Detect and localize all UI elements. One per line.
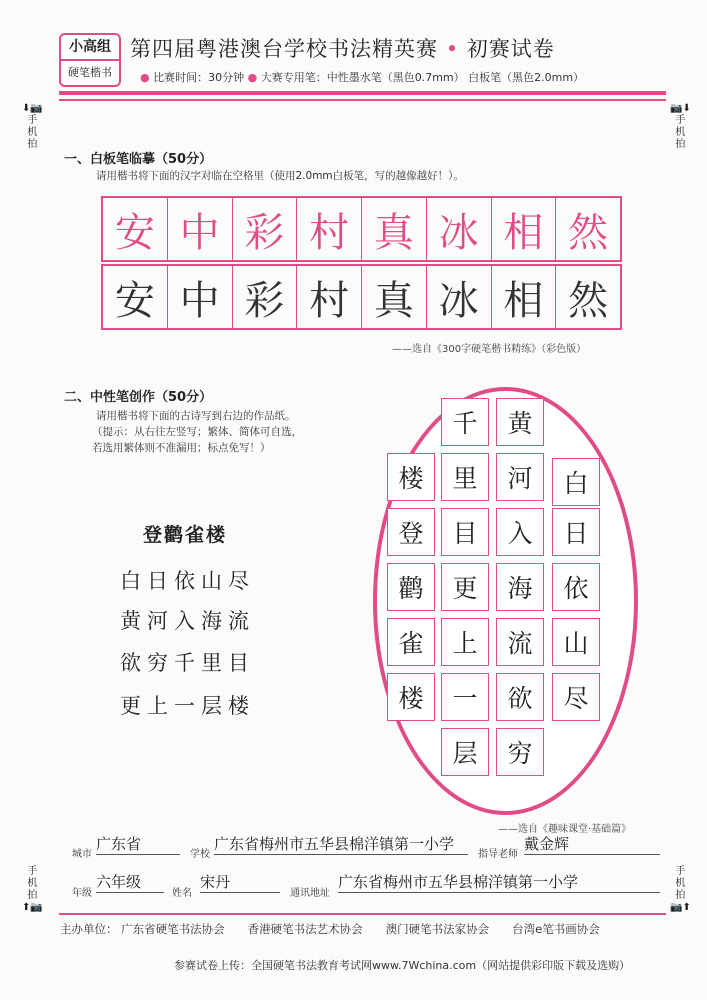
artwork-cell: 里 [441, 453, 489, 501]
artwork-cell: 层 [441, 728, 489, 776]
group-badge [59, 33, 121, 87]
artwork-cell: 上 [441, 618, 489, 666]
written-char: 真 [362, 266, 427, 328]
address-label: 通讯地址 [290, 888, 330, 899]
artwork-cell: 楼 [387, 673, 435, 721]
city-label: 城市 [72, 849, 92, 860]
poem-title: 登鹳雀楼 [143, 524, 228, 546]
written-char: 然 [568, 277, 609, 324]
model-char: 然 [568, 209, 609, 256]
artwork-cell: 登 [387, 508, 435, 556]
organizer-line: 主办单位： 广东省硬笔书法协会 香港硬笔书法艺术协会 澳门硬笔书法家协会 台湾e笔书画协会 [60, 922, 600, 936]
artwork-cell: 一 [441, 673, 489, 721]
teacher-label: 指导老师 [478, 849, 518, 860]
written-char: 冰 [427, 266, 492, 328]
section2-citation: ——选自《趣味课堂·基础篇》 [498, 824, 632, 835]
city-field[interactable]: 广东省 [96, 833, 180, 855]
poem-line: 更上一层楼 [120, 694, 255, 718]
teacher-field[interactable]: 戴金辉 [524, 833, 660, 855]
badge-category: 硬笔楷书 [68, 66, 112, 79]
phone-mark-bottom-left: 手 机 拍 ⬆📷 [22, 866, 43, 913]
section2-title: 二、中性笔创作（50分） [64, 390, 213, 405]
artwork-cell: 黄 [496, 398, 544, 446]
copy-chars-row [101, 264, 622, 330]
model-char: 冰 [427, 198, 492, 260]
footer-divider [59, 913, 666, 915]
name-field[interactable]: 宋丹 [200, 871, 280, 893]
contest-info: ● 比赛时间：30分钟 ● 大赛专用笔：中性墨水笔（黑色0.7mm） 白板笔（黑色2.0mm） [140, 71, 585, 84]
phone-mark-bottom-right: 手 机 拍 📷⬆ [670, 866, 691, 913]
written-char: 相 [492, 266, 557, 328]
arrow-camera-icon: ⬇📷 [22, 103, 43, 114]
artwork-cell: 穷 [496, 728, 544, 776]
model-char: 安 [103, 198, 168, 260]
poem-line: 黄河入海流 [120, 609, 255, 633]
artwork-cell: 海 [496, 563, 544, 611]
artwork-cell: 入 [496, 508, 544, 556]
time-text: 比赛时间：30分钟 [153, 71, 245, 84]
artwork-cell: 雀 [387, 618, 435, 666]
header-divider [59, 91, 666, 95]
grade-label: 年级 [72, 888, 92, 899]
phone-mark-top-left: ⬇📷 手 机 拍 [22, 103, 43, 150]
model-chars-row [101, 196, 622, 262]
pen-text: 大赛专用笔：中性墨水笔（黑色0.7mm） 白板笔（黑色2.0mm） [260, 71, 585, 84]
badge-group: 小高组 [61, 35, 119, 61]
section1-title: 一、白板笔临摹（50分） [64, 152, 213, 167]
grade-field[interactable]: 六年级 [96, 871, 164, 893]
camera-arrow-icon: 📷⬆ [670, 902, 691, 913]
artwork-cell: 依 [552, 563, 600, 611]
school-label: 学校 [190, 849, 210, 860]
camera-arrow-icon: 📷⬇ [670, 103, 691, 114]
artwork-cell: 欲 [496, 673, 544, 721]
name-label: 姓名 [172, 888, 192, 899]
poem-line: 白日依山尽 [120, 569, 255, 593]
phone-mark-top-right: 📷⬇ 手 机 拍 [670, 103, 691, 150]
section2-instruction-2: （提示：从右往左竖写；繁体、简体可自选， [92, 426, 302, 438]
school-field[interactable]: 广东省梅州市五华县棉洋镇第一小学 [214, 833, 468, 855]
artwork-cell: 日 [552, 508, 600, 556]
address-field[interactable]: 广东省梅州市五华县棉洋镇第一小学 [338, 871, 660, 893]
artwork-cell: 山 [552, 618, 600, 666]
upload-line: 参赛试卷上传：全国硬笔书法教育考试网www.7Wchina.com（网站提供彩印版下载及选购） [174, 959, 631, 972]
artwork-cell: 白 [552, 458, 600, 506]
artwork-cell: 千 [441, 398, 489, 446]
section2-instruction-3: 若选用繁体则不准漏用；标点免写！） [92, 442, 271, 454]
model-char: 真 [362, 198, 427, 260]
written-char: 安 [103, 266, 168, 328]
written-char: 村 [297, 266, 362, 328]
artwork-cell: 楼 [387, 453, 435, 501]
artwork-cell: 更 [441, 563, 489, 611]
artwork-cell: 目 [441, 508, 489, 556]
model-char: 村 [297, 198, 362, 260]
section1-instruction: 请用楷书将下面的汉字对临在空格里（使用2.0mm白板笔，写的越像越好！）。 [96, 170, 464, 182]
page-title: 第四届粤港澳台学校书法精英赛 • 初赛试卷 [130, 37, 555, 61]
section1-citation: ——选自《300字硬笔楷书精练》（彩色版） [392, 344, 587, 355]
artwork-cell: 流 [496, 618, 544, 666]
model-char: 中 [168, 198, 233, 260]
artwork-cell: 尽 [552, 673, 600, 721]
title-bullet: • [445, 37, 460, 61]
model-char: 彩 [233, 198, 298, 260]
written-char: 彩 [233, 266, 298, 328]
artwork-cell: 河 [496, 453, 544, 501]
section2-instruction-1: 请用楷书将下面的古诗写到右边的作品纸。 [96, 410, 296, 422]
header-divider-thin [59, 99, 666, 101]
arrow-camera-icon: ⬆📷 [22, 902, 43, 913]
poem-line: 欲穷千里目 [120, 651, 255, 675]
model-char: 相 [492, 198, 557, 260]
artwork-cell: 鹳 [387, 563, 435, 611]
written-char: 中 [168, 266, 233, 328]
